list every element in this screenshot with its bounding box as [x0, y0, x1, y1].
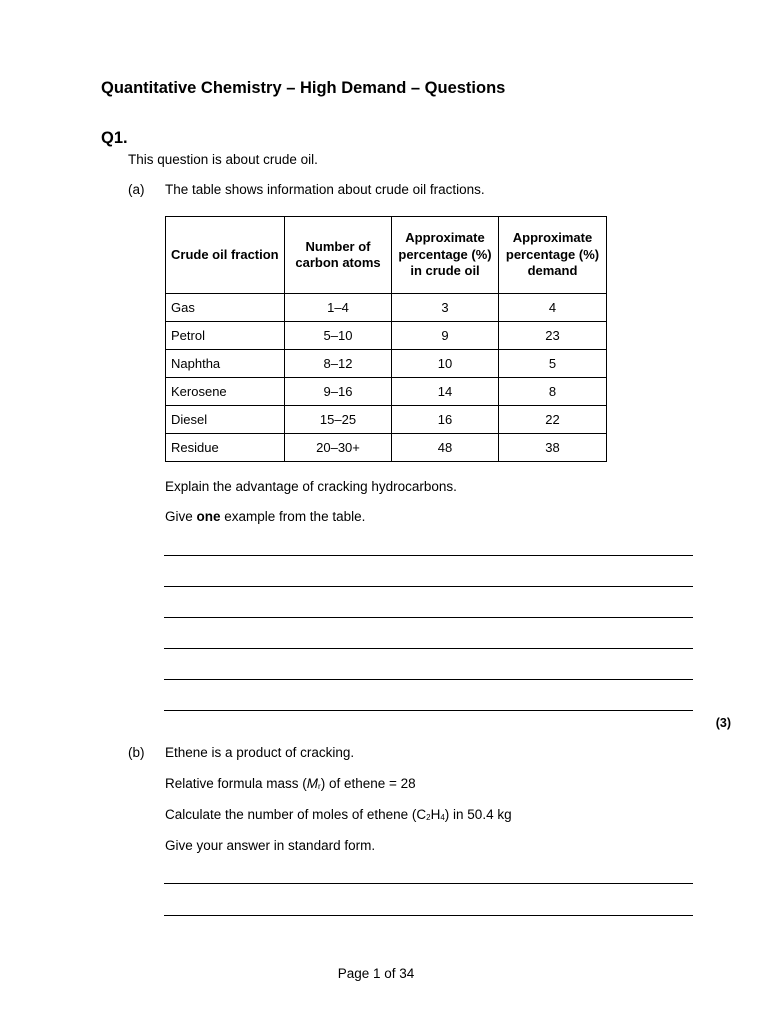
table-cell: 22	[499, 406, 607, 434]
table-cell: 15–25	[285, 406, 392, 434]
answer-line[interactable]	[164, 915, 693, 916]
column-header: Approximate percentage (%) demand	[499, 217, 607, 294]
table-row	[166, 406, 607, 434]
part-a-instruction	[165, 509, 365, 524]
question-intro: This question is about crude oil.	[128, 152, 318, 167]
table-cell: 14	[392, 378, 499, 406]
table-cell: 1–4	[285, 294, 392, 322]
question-number: Q1.	[101, 129, 128, 147]
answer-line[interactable]	[164, 648, 693, 649]
calculation-prompt	[165, 807, 512, 822]
table-row	[166, 350, 607, 378]
table-row	[166, 322, 607, 350]
column-header: Crude oil fraction	[166, 217, 285, 294]
page-footer: Page 1 of 34	[337, 966, 415, 981]
standard-form-instruction: Give your answer in standard form.	[165, 838, 376, 853]
part-a-text: The table shows information about crude oil fractions.	[165, 182, 485, 197]
answer-line[interactable]	[164, 617, 693, 618]
table-cell: Residue	[166, 434, 285, 462]
table-cell: Petrol	[166, 322, 285, 350]
table-cell: 3	[392, 294, 499, 322]
table-row	[166, 294, 607, 322]
answer-line[interactable]	[164, 555, 693, 556]
mr-subscript: r	[318, 782, 321, 791]
calc-subscript: 2	[426, 813, 431, 822]
instruction-emphasis: one	[196, 509, 221, 524]
table-cell: 20–30+	[285, 434, 392, 462]
calc-text: ) in 50.4 kg	[444, 807, 512, 822]
page-title: Quantitative Chemistry – High Demand – Questions	[101, 79, 506, 97]
table-cell: 10	[392, 350, 499, 378]
calc-text: Calculate the number of moles of ethene (C	[165, 807, 427, 822]
part-b-text: Ethene is a product of cracking.	[165, 745, 355, 760]
table-cell: 4	[499, 294, 607, 322]
table-cell: 5–10	[285, 322, 392, 350]
table-cell: 8–12	[285, 350, 392, 378]
table-row	[166, 378, 607, 406]
instruction-text: example from the table.	[220, 509, 366, 524]
instruction-text: Give	[165, 509, 197, 524]
column-header: Number of carbon atoms	[285, 217, 392, 294]
table-cell: 16	[392, 406, 499, 434]
calc-text: H	[430, 807, 441, 822]
answer-line[interactable]	[164, 883, 693, 884]
column-header: Approximate percentage (%) in crude oil	[392, 217, 499, 294]
answer-line[interactable]	[164, 586, 693, 587]
table-cell: 23	[499, 322, 607, 350]
table-row	[166, 434, 607, 462]
mr-text: Relative formula mass (	[165, 776, 307, 791]
table-cell: 38	[499, 434, 607, 462]
part-a-prompt: Explain the advantage of cracking hydrocarbons.	[165, 479, 457, 494]
crude-oil-table	[165, 216, 607, 462]
answer-line[interactable]	[164, 710, 693, 711]
table-cell: 5	[499, 350, 607, 378]
relative-formula-mass	[165, 776, 416, 791]
marks-label: (3)	[715, 716, 731, 730]
table-cell: 9–16	[285, 378, 392, 406]
table-cell: 48	[392, 434, 499, 462]
part-b-label: (b)	[128, 745, 145, 760]
table-cell: 9	[392, 322, 499, 350]
table-cell: Diesel	[166, 406, 285, 434]
mr-symbol: M	[306, 776, 319, 791]
calc-subscript: 4	[440, 813, 445, 822]
table-header-row	[166, 217, 607, 294]
part-a-label: (a)	[128, 182, 145, 197]
table-cell: 8	[499, 378, 607, 406]
answer-line[interactable]	[164, 679, 693, 680]
mr-text: ) of ethene = 28	[320, 776, 416, 791]
table-cell: Gas	[166, 294, 285, 322]
table-cell: Kerosene	[166, 378, 285, 406]
table-cell: Naphtha	[166, 350, 285, 378]
